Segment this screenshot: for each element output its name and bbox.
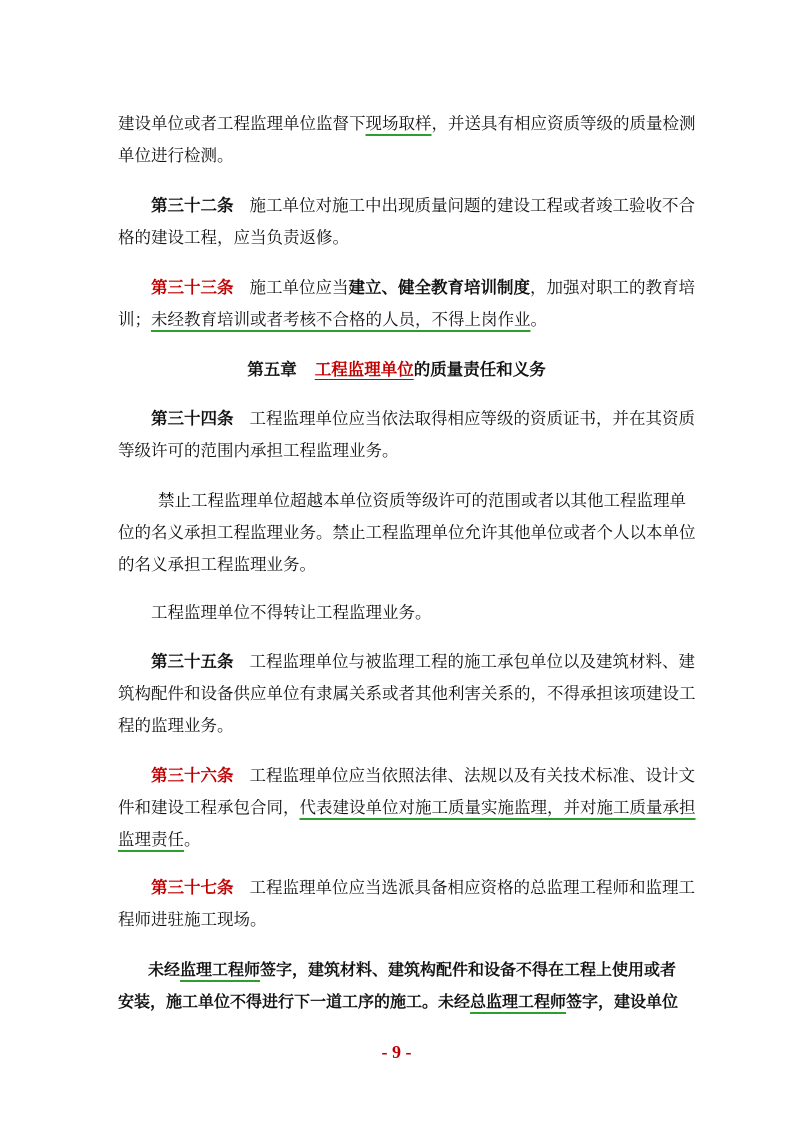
underlined-no-training-no-work: 未经教育培训或者考核不合格的人员，不得上岗作业 (151, 310, 531, 329)
article-33: 第三十三条 施工单位应当建立、健全教育培训制度，加强对职工的教育培 训；未经教育培训或者考核不合格的人员，不得上岗作业。 (118, 278, 695, 329)
article-34: 第三十四条 工程监理单位应当依法取得相应等级的资质证书，并在其资质 等级许可的范围内承担工程监理业务。 (118, 409, 695, 460)
page-number: - 9 - (381, 1042, 412, 1062)
underlined-supervision-duty: 监理责任 (118, 830, 184, 849)
chapter-heading (0, 354, 793, 386)
article-35-title: 第三十五条 (151, 652, 234, 671)
paragraph-34-no-transfer: 工程监理单位不得转让工程监理业务。 (151, 603, 432, 622)
underlined-chief-supervising-engineer: 总监理工程师 (470, 992, 567, 1011)
underlined-onsite-sampling: 现场取样 (365, 114, 432, 133)
article-37: 第三十七条 工程监理单位应当选派具备相应资格的总监理工程师和监理工 程师进驻施工现场。 (118, 878, 695, 929)
bold-training-system: 建立、健全教育培训制度 (348, 278, 530, 297)
article-35: 第三十五条 工程监理单位与被监理工程的施工承包单位以及建筑材料、建 筑构配件和设备供应单位有隶属关系或者其他利害关系的，不得承担该项建设工 程的监理业务。 (118, 652, 696, 735)
chapter-number: 第五章 (247, 360, 297, 379)
paragraph-34-prohibition: 禁止工程监理单位超越本单位资质等级许可的范围或者以其他工程监理单 位的名义承担工程监理业务。禁止工程监理单位允许其他单位或者个人以本单位 的名义承担工程监理业务。 (118, 491, 696, 574)
paragraph-engineer-signature: 未经监理工程师签字，建筑材料、建筑构配件和设备不得在工程上使用或者 安装，施工单位不得进行下一道工序的施工。未经总监理工程师签字，建设单位 (118, 960, 679, 1011)
underlined-supervising-engineer: 监理工程师 (180, 960, 261, 979)
paragraph-sampling: 建设单位或者工程监理单位监督下现场取样，并送具有相应资质等级的质量检测 单位进行检测。 (118, 114, 696, 165)
article-34-title: 第三十四条 (151, 409, 234, 428)
underlined-supervise-on-behalf: 代表建设单位对施工质量实施监理，并对施工质量承担 (299, 798, 696, 817)
article-32-title: 第三十二条 (151, 196, 234, 215)
chapter-title-rest: 的质量责任和义务 (413, 360, 546, 379)
article-36: 第三十六条 工程监理单位应当依照法律、法规以及有关技术标准、设计文 件和建设工程承包合同，代表建设单位对施工质量实施监理，并对施工质量承担 监理责任。 (118, 766, 696, 849)
article-33-title: 第三十三条 (151, 278, 234, 297)
article-37-title: 第三十七条 (151, 878, 234, 897)
article-36-title: 第三十六条 (151, 766, 234, 785)
chapter-link-supervision-unit[interactable]: 工程监理单位 (314, 360, 414, 379)
article-32: 第三十二条 施工单位对施工中出现质量问题的建设工程或者竣工验收不合 格的建设工程，应当负责返修。 (118, 196, 695, 247)
